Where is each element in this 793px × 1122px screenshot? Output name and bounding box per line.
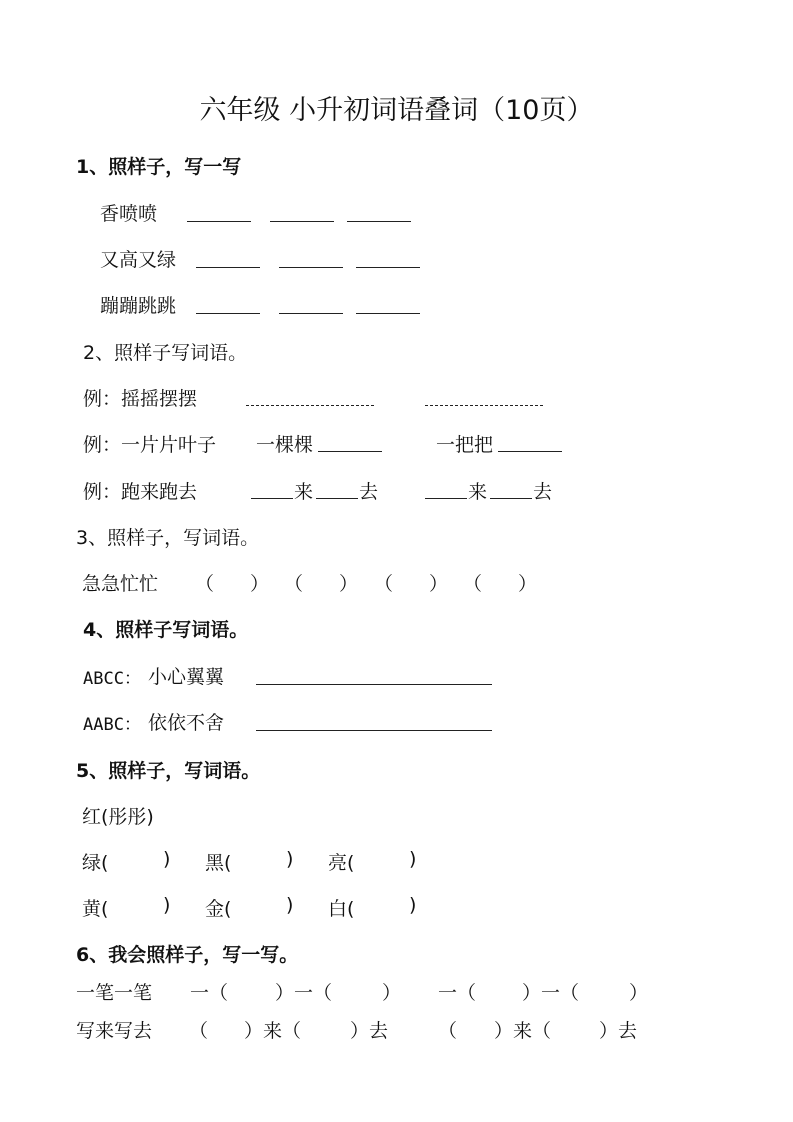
s2-row-1-blank-1[interactable] xyxy=(246,405,374,406)
s5-row-1-item-2-close: ) xyxy=(286,848,294,870)
s5-row-1-item-3-close: ) xyxy=(409,848,417,870)
s6-row-2-fill-3: ）去 xyxy=(350,1020,389,1042)
s6-row-1-fill-2: ）一（ xyxy=(275,982,333,1004)
s5-row-2-item-1-close: ) xyxy=(163,894,171,916)
s2-row-3-item-2: 去 xyxy=(359,481,379,503)
s5-row-1-item-2-open: 黑( xyxy=(205,852,232,874)
s5-row-2-item-3-open: 白( xyxy=(328,898,355,920)
s1-row-2-blank-2[interactable] xyxy=(279,267,343,268)
s5-row-2-item-2-close: ) xyxy=(286,894,294,916)
s2-row-3-item-4: 去 xyxy=(533,481,553,503)
s3-paren-close-2: ） xyxy=(339,573,359,595)
page-title: 六年级 小升初词语叠词（10页） xyxy=(199,95,594,126)
section-1-heading: 1、照样子，写一写 xyxy=(76,156,242,178)
s5-row-1-item-1-close: ) xyxy=(163,848,171,870)
s2-row-2-blank-1[interactable] xyxy=(318,451,382,452)
s4-row-1-blank[interactable] xyxy=(256,684,492,685)
s4-row-2-blank[interactable] xyxy=(256,730,492,731)
s6-row-1-fill-3: ） xyxy=(382,982,402,1004)
section-4-heading: 4、照样子写词语。 xyxy=(83,619,249,641)
s6-row-1-fill-5: ）一（ xyxy=(522,982,580,1004)
s2-row-3-item-1: 来 xyxy=(294,481,314,503)
s5-row-2-item-2-open: 金( xyxy=(205,898,232,920)
s1-row-1-blank-2[interactable] xyxy=(270,221,334,222)
s2-row-2-item-1: 一棵棵 xyxy=(256,434,314,456)
s4-row-2-label: 依依不舍 xyxy=(148,712,225,734)
s3-paren-open-2: （ xyxy=(284,573,304,595)
s2-row-3-item-3: 来 xyxy=(468,481,488,503)
section-6-heading: 6、我会照样子，写一写。 xyxy=(76,944,299,966)
s5-row-2-item-1-open: 黄( xyxy=(82,898,109,920)
s6-row-1-fill-1: 一（ xyxy=(190,982,229,1004)
s1-row-3-blank-2[interactable] xyxy=(279,313,343,314)
s3-paren-close-1: ） xyxy=(250,573,270,595)
s6-row-2-fill-4: （ xyxy=(438,1020,458,1042)
s1-row-2-label: 又高又绿 xyxy=(100,249,177,271)
s4-row-1-label: 小心翼翼 xyxy=(148,666,225,688)
s2-row-3-blank-1[interactable] xyxy=(251,498,293,499)
section-2-heading: 2、照样子写词语。 xyxy=(83,342,248,364)
s6-row-1-fill-6: ） xyxy=(629,982,649,1004)
s1-row-2-blank-3[interactable] xyxy=(356,267,420,268)
s1-row-1-blank-1[interactable] xyxy=(187,221,251,222)
section-3-heading: 3、照样子，写词语。 xyxy=(76,527,260,549)
s4-row-1-prefix: ABCC： xyxy=(83,669,141,689)
s5-row-1-item-1-open: 绿( xyxy=(82,852,109,874)
s2-row-2-item-2: 一把把 xyxy=(436,434,494,456)
s2-row-3-blank-4[interactable] xyxy=(490,498,532,499)
s5-row-1-item-3-open: 亮( xyxy=(328,852,355,874)
s4-row-2-prefix: AABC： xyxy=(83,715,141,735)
s3-row-1-label: 急急忙忙 xyxy=(82,573,159,595)
s1-row-3-label: 蹦蹦跳跳 xyxy=(100,295,177,317)
s6-row-2-label: 写来写去 xyxy=(76,1020,153,1042)
s6-row-1-label: 一笔一笔 xyxy=(76,982,153,1004)
s5-example: 红(彤彤) xyxy=(82,806,154,828)
s1-row-1-label: 香喷喷 xyxy=(100,203,158,225)
s2-row-2-blank-2[interactable] xyxy=(498,451,562,452)
s6-row-2-fill-6: ）去 xyxy=(599,1020,638,1042)
s3-paren-close-4: ） xyxy=(518,573,538,595)
s2-row-3-blank-3[interactable] xyxy=(425,498,467,499)
s2-row-1-label: 例：摇摇摆摆 xyxy=(83,388,198,410)
section-5-heading: 5、照样子，写词语。 xyxy=(76,760,261,782)
s2-row-1-blank-2[interactable] xyxy=(425,405,543,406)
s2-row-2-label: 例：一片片叶子 xyxy=(83,434,217,456)
s6-row-1-fill-4: 一（ xyxy=(438,982,477,1004)
s1-row-3-blank-3[interactable] xyxy=(356,313,420,314)
s3-paren-open-4: （ xyxy=(463,573,483,595)
s2-row-3-blank-2[interactable] xyxy=(316,498,358,499)
s1-row-2-blank-1[interactable] xyxy=(196,267,260,268)
s2-row-3-label: 例：跑来跑去 xyxy=(83,481,198,503)
s1-row-1-blank-3[interactable] xyxy=(347,221,411,222)
s3-paren-close-3: ） xyxy=(429,573,449,595)
s3-paren-open-3: （ xyxy=(374,573,394,595)
s5-row-2-item-3-close: ) xyxy=(409,894,417,916)
s6-row-2-fill-2: ）来（ xyxy=(244,1020,302,1042)
s6-row-2-fill-1: （ xyxy=(189,1020,209,1042)
s1-row-3-blank-1[interactable] xyxy=(196,313,260,314)
s6-row-2-fill-5: ）来（ xyxy=(494,1020,552,1042)
s3-paren-open-1: （ xyxy=(195,573,215,595)
